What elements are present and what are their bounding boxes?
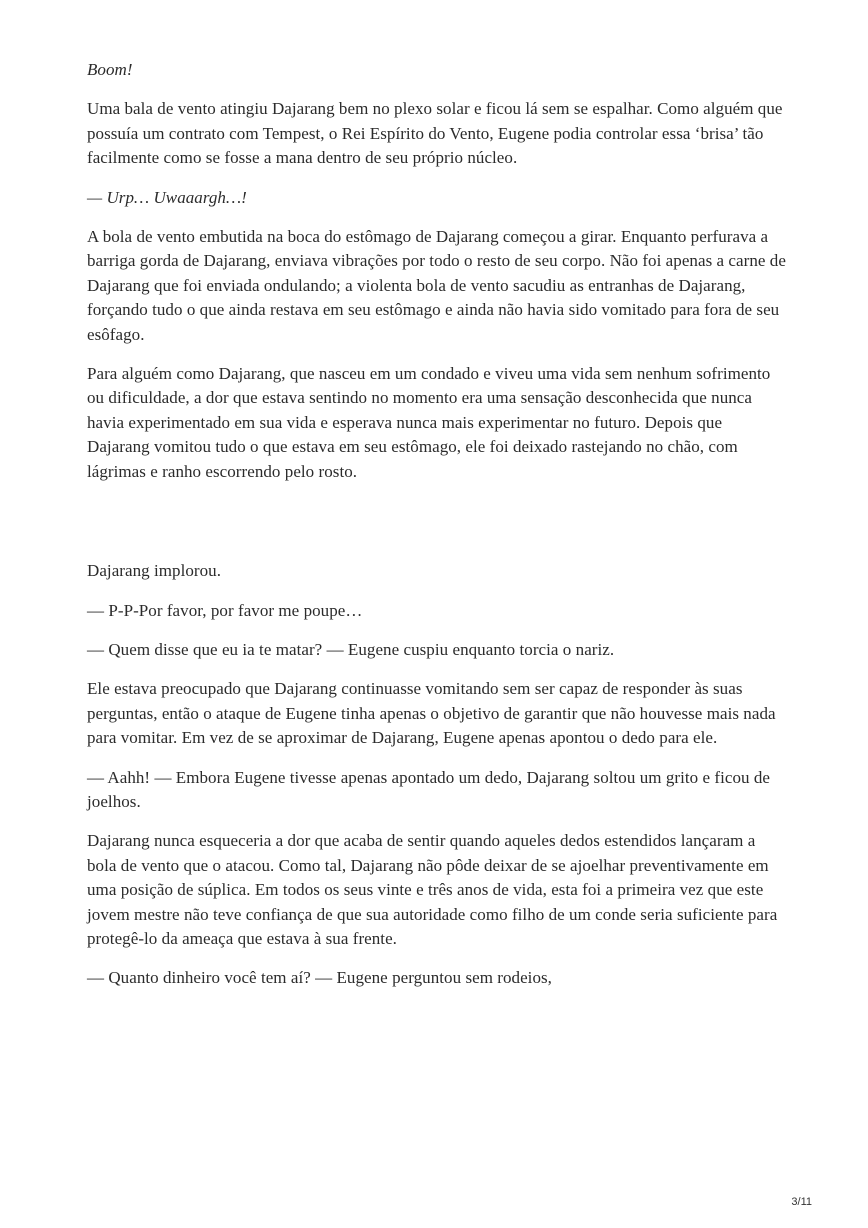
- paragraph-please-spare: — P-P-Por favor, por favor me poupe…: [87, 600, 363, 620]
- paragraph-dajarang-pain: Para alguém como Dajarang, que nasceu em um condado e viveu uma vida sem nenhum sofrimento ou dificuldade, a dor que estava sentindo no momento era uma sensação desconhecida que nunca havia experimentado em sua vida e esperava nunca mais experimentar no futuro. Depois que Dajarang vomitou tudo o que estava em seu estômago, ele foi deixado rastejando no chão, com lágrimas e ranho escorrendo pelo rosto.: [87, 364, 771, 481]
- paragraph-eugene-concern: Ele estava preocupado que Dajarang continuasse vomitando sem ser capaz de responder às suas perguntas, então o ataque de Eugene tinha apenas o objetivo de garantir que não houvesse mais nada para vomitar. Em vez de se aproximar de Dajarang, Eugene apenas apontou o dedo para ele.: [87, 679, 776, 748]
- paragraph-dajarang-begged: Dajarang implorou.: [87, 561, 222, 581]
- document-body: [87, 58, 787, 1006]
- page-number: 3/11: [791, 1196, 812, 1208]
- paragraph-how-much-money: — Quanto dinheiro você tem aí? — Eugene perguntou sem rodeios,: [87, 968, 552, 988]
- paragraph-who-said-kill: — Quem disse que eu ia te matar? — Eugene cuspiu enquanto torcia o nariz.: [87, 639, 615, 659]
- paragraph-wind-ball-spin: A bola de vento embutida na boca do estômago de Dajarang começou a girar. Enquanto perfurava a barriga gorda de Dajarang, enviava vibrações por todo o resto de seu corpo. Não foi apenas a carne de Dajarang que foi enviada ondulando; a violenta bola de vento sacudiu as entranhas de Dajarang, forçando tudo o que ainda restava em seu estômago e ainda não havia sido vomitado para fora de seu esôfago.: [87, 227, 786, 344]
- paragraph-never-forget: Dajarang nunca esqueceria a dor que acaba de sentir quando aqueles dedos estendidos lançaram a bola de vento que o atacou. Como tal, Dajarang não pôde deixar de se ajoelhar preventivamente em uma posição de súplica. Em todos os seus vinte e três anos de vida, esta foi a primeira vez que este jovem mestre não teve confiança de que sua autoridade como filho de um conde seria suficiente para protegê-lo da ameaça que estava à sua frente.: [87, 831, 778, 948]
- section-gap: [87, 499, 787, 559]
- paragraph-boom: Boom!: [87, 60, 133, 79]
- paragraph-aahh: — Aahh! — Embora Eugene tivesse apenas apontado um dedo, Dajarang soltou um grito e ficou de joelhos.: [87, 767, 770, 811]
- paragraph-wind-bullet: Uma bala de vento atingiu Dajarang bem no plexo solar e ficou lá sem se espalhar. Como alguém que possuía um contrato com Tempest, o Rei Espírito do Vento, Eugene podia controlar essa ‘brisa’ tão facilmente como se fosse a mana dentro de seu próprio núcleo.: [87, 99, 783, 168]
- paragraph-urp: — Urp… Uwaaargh…!: [87, 187, 247, 207]
